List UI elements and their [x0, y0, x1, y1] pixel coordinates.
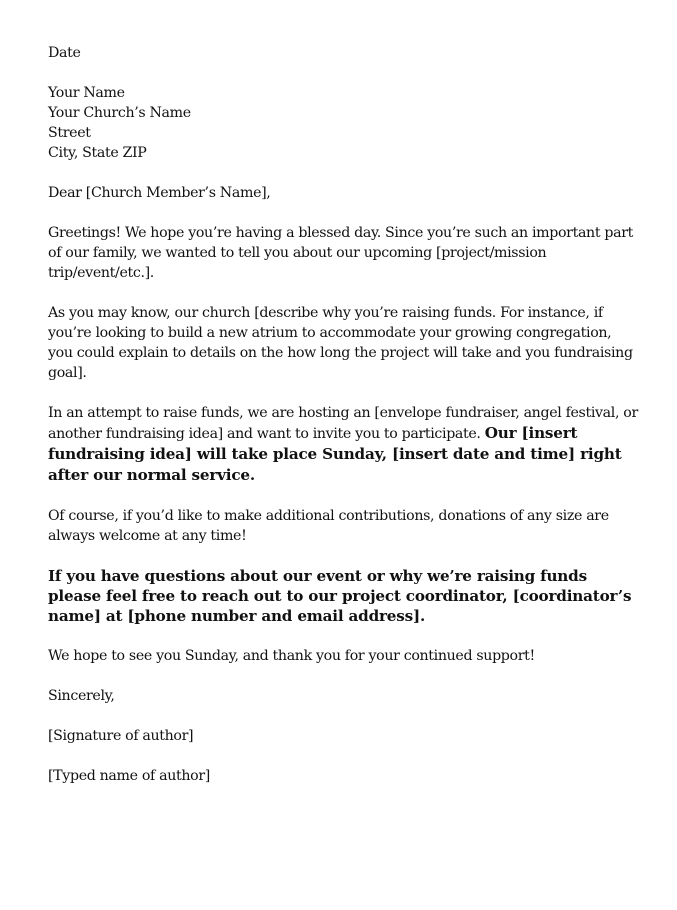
paragraph-context: As you may know, our church [describe why you’re raising funds. For instance, if you’re looking to build a new atrium to accommodate your growing congregation, you could explain to details on the how long the project will take and you fundraising goal].	[48, 305, 633, 381]
sender-city-state-zip: City, State ZIP	[48, 145, 147, 161]
typed-name-placeholder: [Typed name of author]	[48, 768, 210, 784]
signature-placeholder: [Signature of author]	[48, 728, 194, 744]
date-line: Date	[48, 45, 81, 61]
fundraiser-intro-text: In an attempt to raise funds, we are hosting an [envelope fundraiser, angel festival, or another fundraising idea] and want to invite you to participate.	[48, 405, 638, 442]
sender-church-name: Your Church’s Name	[48, 105, 191, 121]
sender-street: Street	[48, 125, 91, 141]
paragraph-fundraiser	[48, 403, 638, 486]
sender-name: Your Name	[48, 85, 125, 101]
paragraph-closing: We hope to see you Sunday, and thank you for your continued support!	[48, 648, 535, 664]
sign-off: Sincerely,	[48, 688, 115, 704]
paragraph-questions: If you have questions about our event or why we’re raising funds please feel free to reach out to our project coordinator, [coordinator’s name] at [phone number and email address].	[48, 567, 632, 625]
salutation: Dear [Church Member’s Name],	[48, 185, 271, 201]
letter-document	[48, 43, 638, 806]
sender-address-block	[48, 83, 638, 163]
paragraph-greeting: Greetings! We hope you’re having a blessed day. Since you’re such an important part of our family, we wanted to tell you about our upcoming [project/mission trip/event/etc.].	[48, 225, 633, 281]
paragraph-contributions: Of course, if you’d like to make additional contributions, donations of any size are always welcome at any time!	[48, 508, 609, 544]
fundraiser-bold-text: Our [insert fundraising idea] will take place Sunday, [insert date and time] right after our normal service.	[48, 424, 622, 484]
